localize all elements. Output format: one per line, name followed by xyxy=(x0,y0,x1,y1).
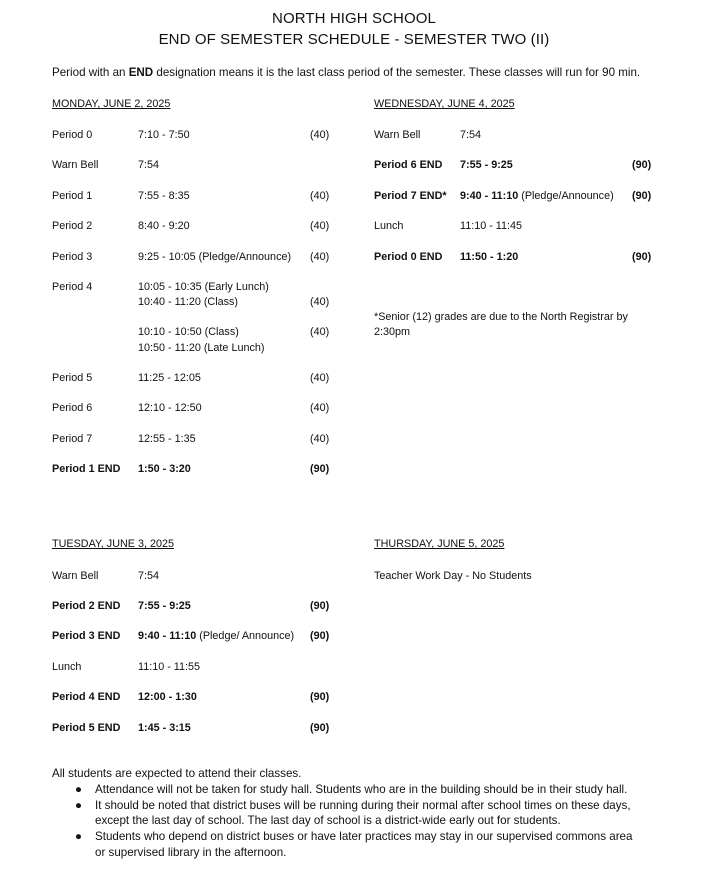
thursday-note: Teacher Work Day - No Students xyxy=(374,570,532,582)
monday-period-label: Period 2 xyxy=(52,220,93,232)
wednesday-period-duration: (90) xyxy=(632,251,652,263)
tuesday-period-label: Period 2 END xyxy=(52,600,121,612)
bullet-icon: ● xyxy=(75,830,83,844)
tuesday-period-time: 7:55 - 9:25 xyxy=(138,600,191,612)
list-item: ● It should be noted that district buses will be running during their normal after school times on these days, except the last day of school. The last day of school is a district-wide early out for students. xyxy=(75,798,631,828)
monday-period-time: 8:40 - 9:20 xyxy=(138,220,190,232)
monday-period-label: Period 5 xyxy=(52,372,93,384)
monday-period-time: 7:55 - 8:35 xyxy=(138,190,190,202)
list-item: ● Students who depend on district buses or have later practices may stay in our supervised commons area or supervised library in the afternoon. xyxy=(75,830,633,859)
end-keyword: END xyxy=(128,66,154,79)
wednesday-period-duration: (90) xyxy=(632,159,652,171)
monday-period-duration: (40) xyxy=(310,251,330,263)
monday-period-label: Period 1 xyxy=(52,190,93,202)
monday-period-time: 10:05 - 10:35 (Early Lunch) xyxy=(138,281,269,293)
monday-heading: MONDAY, JUNE 2, 2025 xyxy=(52,98,171,110)
tuesday-heading: TUESDAY, JUNE 3, 2025 xyxy=(52,538,175,550)
monday-period-time: 10:10 - 10:50 (Class) xyxy=(138,326,239,338)
monday-period-label: Period 1 END xyxy=(52,463,121,475)
wednesday-period-time: 9:40 - 11:10 (Pledge/Announce) xyxy=(460,190,614,202)
monday-period-duration: (90) xyxy=(310,463,330,475)
monday-period-label: Period 6 xyxy=(52,402,93,414)
tuesday-period-label: Warn Bell xyxy=(52,570,99,582)
monday-period-time: 10:40 - 11:20 (Class) xyxy=(138,296,239,308)
pledge-note: (Pledge/ Announce) xyxy=(196,630,295,642)
tuesday-period-time: 1:45 - 3:15 xyxy=(138,722,191,734)
tuesday-period-time: 7:54 xyxy=(138,570,160,582)
monday-period-duration: (40) xyxy=(310,220,330,232)
monday-period-duration: (40) xyxy=(310,296,330,308)
wednesday-period-time: 7:55 - 9:25 xyxy=(460,159,513,171)
wednesday-period-label: Period 6 END xyxy=(374,159,443,171)
wednesday-period-time: 7:54 xyxy=(460,129,482,141)
monday-period-duration: (40) xyxy=(310,129,330,141)
wednesday-period-time: 11:10 - 11:45 xyxy=(460,220,523,232)
monday-period-time: 1:50 - 3:20 xyxy=(138,463,191,475)
tuesday-period-time: 11:10 - 11:55 xyxy=(138,661,201,673)
wednesday-period-label: Warn Bell xyxy=(374,129,421,141)
wednesday-heading: WEDNESDAY, JUNE 4, 2025 xyxy=(374,98,515,110)
monday-period-label: Period 0 xyxy=(52,129,93,141)
tuesday-period-label: Lunch xyxy=(52,661,82,673)
monday-period-duration: (40) xyxy=(310,190,330,202)
monday-period-time: 10:50 - 11:20 (Late Lunch) xyxy=(138,342,265,354)
bullet-icon: ● xyxy=(75,782,83,796)
wednesday-period-label: Period 7 END* xyxy=(374,190,447,202)
footer-notes xyxy=(52,766,672,861)
monday-period-time: 9:25 - 10:05 (Pledge/Announce) xyxy=(138,251,292,263)
tuesday-period-duration: (90) xyxy=(310,630,330,642)
footer-intro: All students are expected to attend their classes. xyxy=(52,767,302,780)
monday-period-label: Warn Bell xyxy=(52,159,99,171)
intro-text: Period with an END designation means it is the last class period of the semester. These classes will run for 90 min. xyxy=(52,66,641,79)
bullet-icon: ● xyxy=(75,798,83,812)
monday-period-duration: (40) xyxy=(310,372,330,384)
monday-period-duration: (40) xyxy=(310,326,330,338)
wednesday-period-time: 11:50 - 1:20 xyxy=(460,251,519,263)
monday-period-duration: (40) xyxy=(310,433,330,445)
footer-bullet-list xyxy=(52,782,672,861)
tuesday-period-label: Period 4 END xyxy=(52,691,121,703)
pledge-note: (Pledge/Announce) xyxy=(518,190,614,202)
monday-period-time: 7:10 - 7:50 xyxy=(138,129,190,141)
monday-period-label: Period 4 xyxy=(52,281,93,293)
tuesday-period-duration: (90) xyxy=(310,691,330,703)
wednesday-period-label: Period 0 END xyxy=(374,251,443,263)
monday-period-time: 11:25 - 12:05 xyxy=(138,372,201,384)
list-item: ● Attendance will not be taken for study hall. Students who are in the building should be in their study hall. xyxy=(75,782,628,796)
wednesday-period-duration: (90) xyxy=(632,190,652,202)
tuesday-period-label: Period 3 END xyxy=(52,630,121,642)
monday-period-time: 12:10 - 12:50 xyxy=(138,402,202,414)
monday-period-time: 12:55 - 1:35 xyxy=(138,433,196,445)
thursday-heading: THURSDAY, JUNE 5, 2025 xyxy=(374,538,505,550)
tuesday-period-time: 9:40 - 11:10 (Pledge/ Announce) xyxy=(138,630,295,642)
monday-period-label: Period 7 xyxy=(52,433,93,445)
tuesday-period-duration: (90) xyxy=(310,600,330,612)
tuesday-period-label: Period 5 END xyxy=(52,722,121,734)
schedule-title: END OF SEMESTER SCHEDULE - SEMESTER TWO (II) xyxy=(158,31,550,48)
monday-period-duration: (40) xyxy=(310,402,330,414)
tuesday-period-time: 12:00 - 1:30 xyxy=(138,691,197,703)
monday-period-time: 7:54 xyxy=(138,159,160,171)
senior-grades-note: 2:30pm xyxy=(374,326,411,338)
tuesday-period-duration: (90) xyxy=(310,722,330,734)
senior-grades-note: *Senior (12) grades are due to the North Registrar by xyxy=(374,311,628,323)
wednesday-period-label: Lunch xyxy=(374,220,404,232)
school-name: NORTH HIGH SCHOOL xyxy=(272,10,436,27)
monday-period-label: Period 3 xyxy=(52,251,93,263)
